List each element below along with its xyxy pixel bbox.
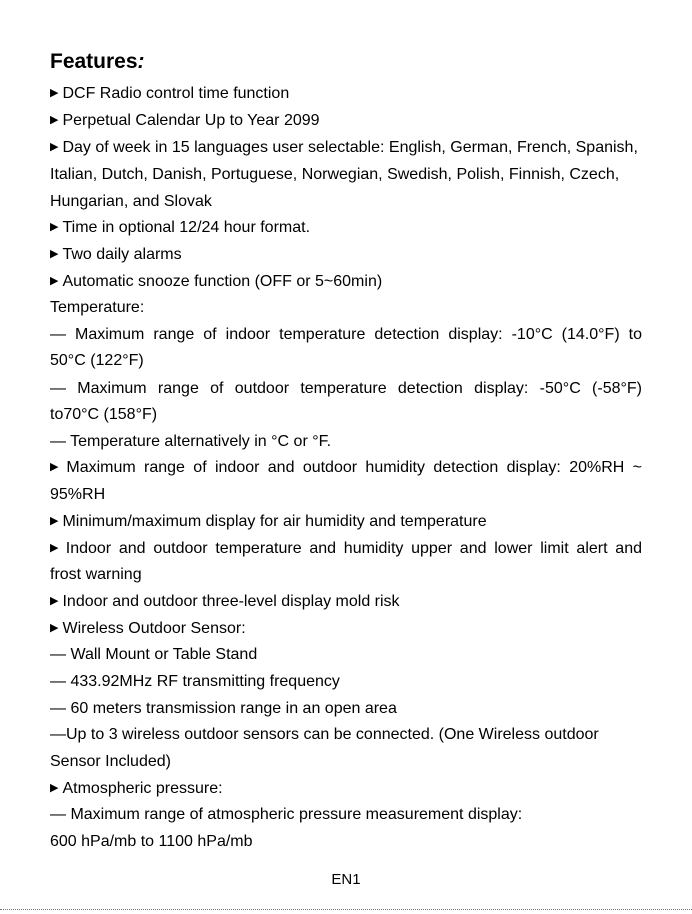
feature-line: ▶ DCF Radio control time function [50, 85, 290, 102]
feature-line: 95%RH [50, 486, 106, 503]
feature-line: 600 hPa/mb to 1100 hPa/mb [50, 833, 253, 850]
feature-line: — Wall Mount or Table Stand [50, 646, 258, 663]
feature-line: ▶ Indoor and outdoor three-level display mold risk [50, 593, 400, 610]
bullet-icon: ▶ [50, 114, 59, 126]
heading-colon: : [137, 50, 145, 73]
feature-line: 50°C (122°F) [50, 352, 144, 369]
feature-line: Italian, Dutch, Danish, Portuguese, Norwegian, Swedish, Polish, Finnish, Czech, [50, 166, 620, 183]
bullet-icon: ▶ [50, 542, 62, 554]
feature-line: ▶ Time in optional 12/24 hour format. [50, 219, 311, 236]
feature-line: — Maximum range of indoor temperature detection display: -10°C (14.0°F) to [50, 326, 642, 343]
feature-line: ▶ Minimum/maximum display for air humidity and temperature [50, 513, 487, 530]
bullet-icon: ▶ [50, 141, 59, 153]
feature-line: — 60 meters transmission range in an open area [50, 700, 397, 717]
feature-line: — Maximum range of outdoor temperature detection display: -50°C (-58°F) [50, 380, 642, 397]
feature-line: ▶ Atmospheric pressure: [50, 780, 223, 797]
bullet-icon: ▶ [50, 275, 59, 287]
feature-line: ▶ Wireless Outdoor Sensor: [50, 620, 246, 637]
features-heading [50, 50, 145, 74]
page-bottom-rule [0, 909, 692, 910]
bullet-icon: ▶ [50, 221, 59, 233]
feature-line: ▶ Indoor and outdoor temperature and humidity upper and lower limit alert and [50, 540, 642, 557]
feature-line: ▶ Two daily alarms [50, 246, 182, 263]
feature-line: frost warning [50, 566, 142, 583]
feature-line: ▶ Maximum range of indoor and outdoor humidity detection display: 20%RH ~ [50, 459, 642, 476]
feature-line: Hungarian, and Slovak [50, 193, 212, 210]
bullet-icon: ▶ [50, 87, 59, 99]
feature-line: ▶ Automatic snooze function (OFF or 5~60min) [50, 273, 383, 290]
bullet-icon: ▶ [50, 782, 59, 794]
feature-line: Temperature: [50, 299, 145, 316]
bullet-icon: ▶ [50, 622, 59, 634]
feature-line: —Up to 3 wireless outdoor sensors can be connected. (One Wireless outdoor [50, 726, 599, 743]
page-number: EN1 [331, 871, 361, 888]
feature-line: to70°C (158°F) [50, 406, 158, 423]
feature-line: — Temperature alternatively in °C or °F. [50, 433, 332, 450]
bullet-icon: ▶ [50, 248, 59, 260]
bullet-icon: ▶ [50, 461, 63, 473]
bullet-icon: ▶ [50, 595, 59, 607]
heading-text: Features [50, 50, 138, 73]
feature-line: — Maximum range of atmospheric pressure measurement display: [50, 806, 523, 823]
feature-line: ▶ Perpetual Calendar Up to Year 2099 [50, 112, 320, 129]
feature-line: — 433.92MHz RF transmitting frequency [50, 673, 340, 690]
feature-line: ▶ Day of week in 15 languages user selectable: English, German, French, Spanish, [50, 139, 638, 156]
bullet-icon: ▶ [50, 515, 59, 527]
feature-line: Sensor Included) [50, 753, 171, 770]
